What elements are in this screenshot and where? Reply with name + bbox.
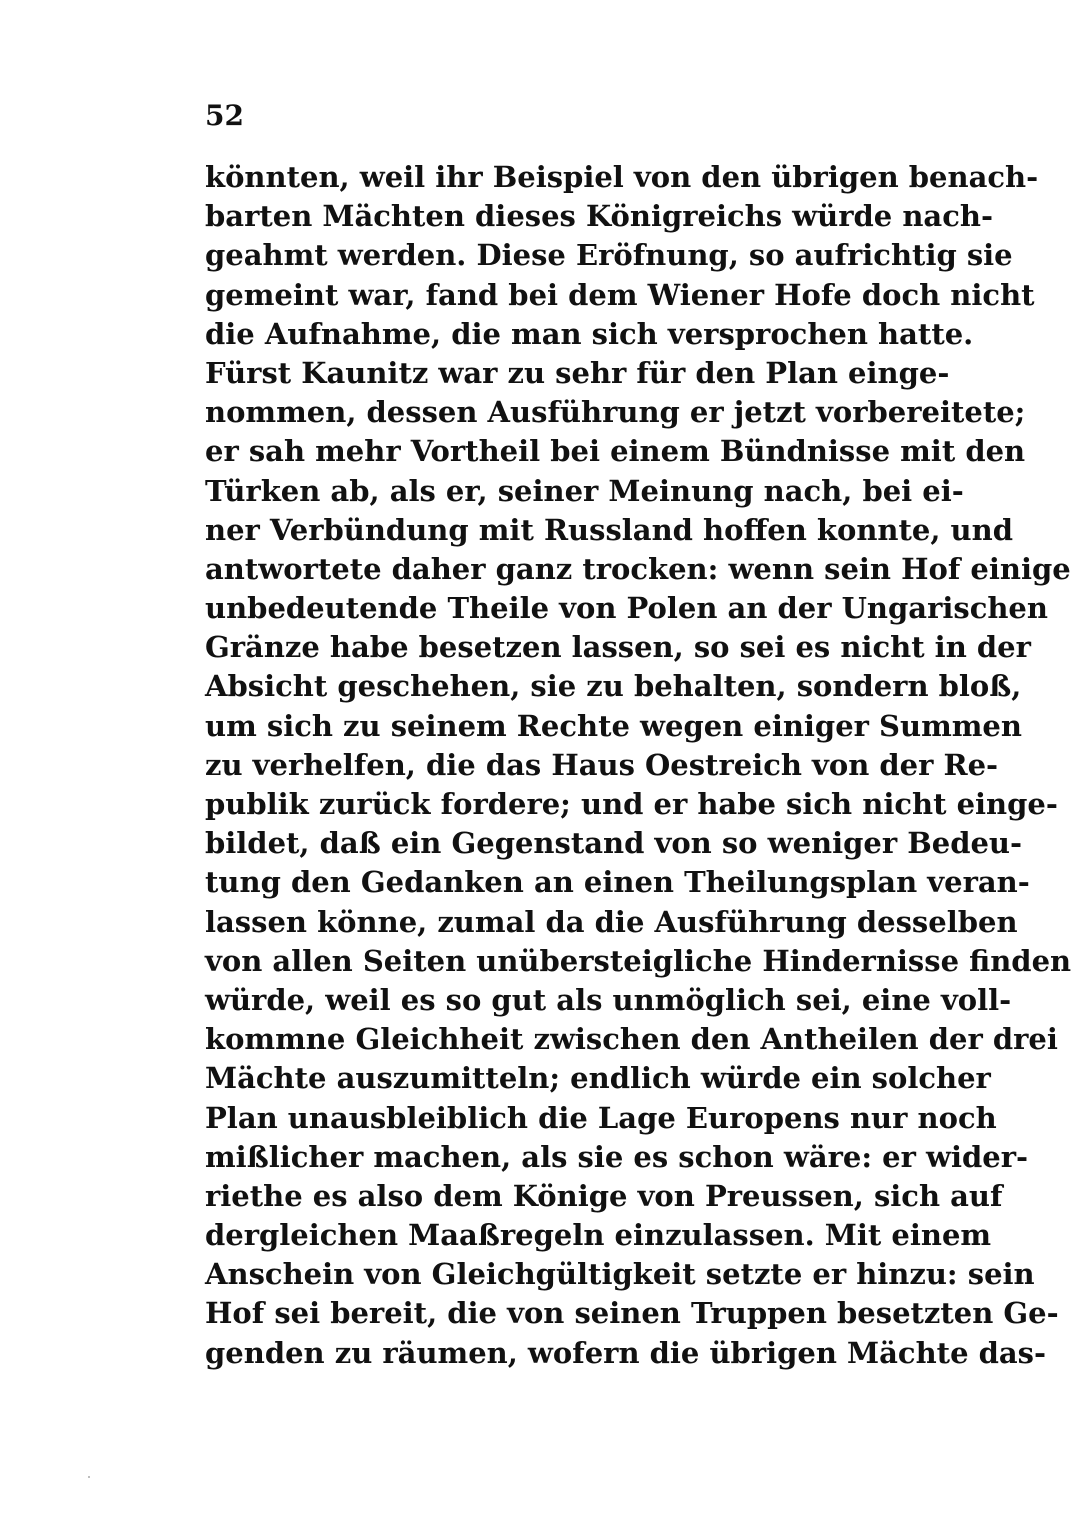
text-line: würde, weil es so gut als unmöglich sei, eine voll- xyxy=(205,982,1012,1017)
text-line: Fürst Kaunitz war zu sehr für den Plan einge- xyxy=(205,355,950,390)
page-number: 52 xyxy=(205,99,244,132)
text-line: Hof sei bereit, die von seinen Truppen besetzten Ge- xyxy=(205,1296,1059,1331)
text-line: Türken ab, als er, seiner Meinung nach, bei ei- xyxy=(205,473,964,508)
text-line: dergleichen Maaßregeln einzulassen. Mit einem xyxy=(205,1218,992,1253)
text-line: antwortete daher ganz trocken: wenn sein Hof einige xyxy=(205,551,1071,586)
text-line: barten Mächten dieses Königreichs würde nach- xyxy=(205,199,993,234)
text-line: lassen könne, zumal da die Ausführung desselben xyxy=(205,904,1018,939)
text-line: kommne Gleichheit zwischen den Antheilen der drei xyxy=(205,1022,1058,1057)
text-line: genden zu räumen, wofern die übrigen Mächte das- xyxy=(205,1335,1047,1370)
text-line: mißlicher machen, als sie es schon wäre: er wider- xyxy=(205,1139,1029,1174)
text-line: er sah mehr Vortheil bei einem Bündnisse mit den xyxy=(205,434,1026,469)
text-line: von allen Seiten unübersteigliche Hindernisse finden xyxy=(205,943,1071,978)
text-line: nommen, dessen Ausführung er jetzt vorbereitete; xyxy=(205,395,1026,430)
scan-speck xyxy=(88,1476,90,1478)
text-line: unbedeutende Theile von Polen an der Ungarischen xyxy=(205,591,1048,626)
text-line: bildet, daß ein Gegenstand von so weniger Bedeu- xyxy=(205,826,1023,861)
text-line: Plan unausbleiblich die Lage Europens nur noch xyxy=(205,1100,997,1135)
text-line: könnten, weil ihr Beispiel von den übrigen benach- xyxy=(205,160,1039,194)
body-text xyxy=(205,158,1071,1373)
text-line: publik zurück fordere; und er habe sich nicht einge- xyxy=(205,787,1058,821)
text-line: zu verhelfen, die das Haus Oestreich von der Re- xyxy=(205,747,999,782)
text-line: geahmt werden. Diese Eröfnung, so aufrichtig sie xyxy=(205,238,1013,273)
text-line: gemeint war, fand bei dem Wiener Hofe doch nicht xyxy=(205,277,1035,312)
text-line: Gränze habe besetzen lassen, so sei es nicht in der xyxy=(205,630,1031,665)
text-line: Anschein von Gleichgültigkeit setzte er hinzu: sein xyxy=(205,1257,1035,1292)
text-line: Absicht geschehen, sie zu behalten, sondern bloß, xyxy=(205,669,1022,704)
text-line: um sich zu seinem Rechte wegen einiger Summen xyxy=(205,708,1022,743)
text-line: die Aufnahme, die man sich versprochen hatte. xyxy=(205,316,974,351)
text-line: Mächte auszumitteln; endlich würde ein solcher xyxy=(205,1061,991,1096)
text-line: riethe es also dem Könige von Preussen, sich auf xyxy=(205,1178,1003,1213)
text-line: ner Verbündung mit Russland hoffen konnte, und xyxy=(205,512,1013,547)
text-line: tung den Gedanken an einen Theilungsplan veran- xyxy=(205,865,1030,900)
